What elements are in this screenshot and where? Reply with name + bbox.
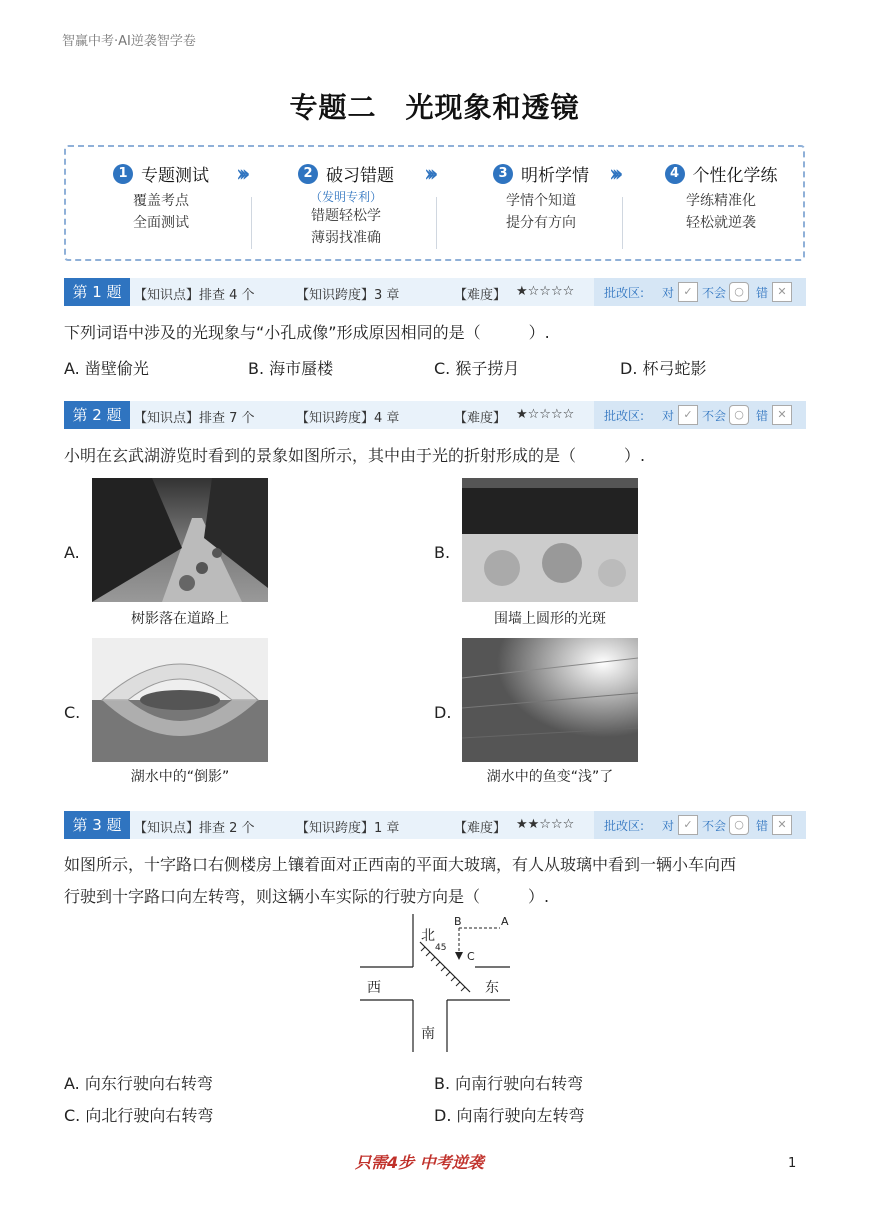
east-label: 东	[485, 980, 499, 996]
option-b[interactable]: B.	[434, 543, 451, 562]
option-c[interactable]: C.	[64, 703, 81, 722]
option-d[interactable]: D. 杯弓蛇影	[620, 359, 707, 378]
difficulty-label: 【难度】	[454, 288, 507, 303]
step-desc: 学情个知道	[506, 193, 576, 209]
grade-unknown-label: 不会	[702, 409, 727, 423]
question-number: 第 3 题	[64, 811, 130, 839]
grade-right-checkbox[interactable]: ✓	[678, 815, 698, 835]
option-b[interactable]: B. 向南行驶向右转弯	[434, 1074, 584, 1093]
question-number: 第 1 题	[64, 278, 130, 306]
page-title: 专题二 光现象和透镜	[289, 91, 580, 124]
option-a[interactable]: A.	[64, 543, 80, 562]
angle-label: 45	[435, 943, 447, 953]
grade-unknown-checkbox[interactable]: ○	[729, 405, 749, 425]
step-title: 专题测试	[141, 166, 209, 186]
step-title: 明析学情	[521, 166, 589, 186]
grading-area	[594, 278, 806, 306]
step-title: 破习错题	[326, 166, 394, 186]
grade-unknown-label: 不会	[702, 286, 727, 300]
knowledge-span: 【知识跨度】3 章	[296, 288, 400, 303]
divider	[436, 197, 437, 249]
divider	[251, 197, 252, 249]
grade-right-label: 对	[662, 409, 675, 423]
step-sub: （发明专利）	[309, 190, 382, 204]
question-bar-2	[64, 401, 806, 429]
step-desc: 错题轻松学	[311, 208, 381, 224]
difficulty-stars: ★☆☆☆☆	[516, 407, 575, 422]
point-b-label: B	[454, 915, 462, 928]
step-desc: 全面测试	[133, 215, 189, 231]
knowledge-count: 【知识点】排查 4 个	[134, 288, 255, 303]
question-3-text-line-2: 行驶到十字路口向左转弯，则这辆小车实际的行驶方向是（ ）.	[64, 887, 550, 906]
chevron-right-icon: ›››	[424, 161, 433, 187]
option-b[interactable]: B. 海市蜃楼	[248, 359, 334, 378]
grade-right-checkbox[interactable]: ✓	[678, 405, 698, 425]
grade-unknown-label: 不会	[702, 819, 727, 833]
grade-right-checkbox[interactable]: ✓	[678, 282, 698, 302]
grade-right-label: 对	[662, 819, 675, 833]
step-number: 1	[113, 164, 133, 184]
step-3	[456, 161, 626, 234]
option-c[interactable]: C. 猴子捞月	[434, 359, 520, 378]
tree-shadow-road-image[interactable]	[92, 478, 268, 602]
south-label: 南	[421, 1026, 435, 1042]
wall-light-spots-image[interactable]	[462, 478, 638, 602]
caption: 湖水中的鱼变“浅”了	[486, 769, 614, 785]
knowledge-count: 【知识点】排查 7 个	[134, 411, 255, 426]
grading-label: 批改区:	[604, 286, 645, 300]
bridge-reflection-image[interactable]	[92, 638, 268, 762]
step-desc: 学练精准化	[686, 193, 756, 209]
question-bar-1	[64, 278, 806, 306]
caption: 树影落在道路上	[131, 611, 229, 627]
difficulty-label: 【难度】	[454, 411, 507, 426]
step-desc: 提分有方向	[506, 215, 576, 231]
divider	[622, 197, 623, 249]
grade-wrong-label: 错	[756, 819, 769, 833]
option-a[interactable]: A. 向东行驶向右转弯	[64, 1074, 213, 1093]
page-number: 1	[788, 1156, 797, 1171]
knowledge-count: 【知识点】排查 2 个	[134, 821, 255, 836]
option-c[interactable]: C. 向北行驶向右转弯	[64, 1106, 214, 1125]
question-bar-3	[64, 811, 806, 839]
grading-area	[594, 811, 806, 839]
grading-label: 批改区:	[604, 409, 645, 423]
question-2-text: 小明在玄武湖游览时看到的景象如图所示，其中由于光的折射形成的是（ ）.	[64, 446, 646, 465]
option-a[interactable]: A. 凿壁偷光	[64, 359, 149, 378]
caption: 围墙上圆形的光斑	[494, 611, 606, 627]
knowledge-span: 【知识跨度】4 章	[296, 411, 400, 426]
grade-unknown-checkbox[interactable]: ○	[729, 815, 749, 835]
grade-right-label: 对	[662, 286, 675, 300]
steps-panel	[64, 145, 805, 261]
grade-wrong-checkbox[interactable]: ✕	[772, 815, 792, 835]
question-number: 第 2 题	[64, 401, 130, 429]
point-c-label: C	[467, 950, 475, 963]
grade-wrong-checkbox[interactable]: ✕	[772, 405, 792, 425]
footer-slogan: 只需4步 中考逆袭	[355, 1153, 484, 1172]
grade-wrong-checkbox[interactable]: ✕	[772, 282, 792, 302]
question-3-text-line-1: 如图所示，十字路口右侧楼房上镶着面对正西南的平面大玻璃，有人从玻璃中看到一辆小车向西	[64, 855, 737, 874]
option-d[interactable]: D. 向南行驶向左转弯	[434, 1106, 585, 1125]
step-number: 3	[493, 164, 513, 184]
knowledge-span: 【知识跨度】1 章	[296, 821, 400, 836]
grade-unknown-checkbox[interactable]: ○	[729, 282, 749, 302]
step-desc: 薄弱找准确	[311, 230, 381, 246]
question-1-text: 下列词语中涉及的光现象与“小孔成像”形成原因相同的是（ ）.	[64, 323, 550, 342]
step-number: 4	[665, 164, 685, 184]
difficulty-stars: ★☆☆☆☆	[516, 284, 575, 299]
grade-wrong-label: 错	[756, 409, 769, 423]
step-2	[261, 161, 431, 249]
step-title: 个性化学练	[692, 166, 778, 186]
lake-fish-image[interactable]	[462, 638, 638, 762]
caption: 湖水中的“倒影”	[130, 769, 230, 785]
option-d[interactable]: D.	[434, 703, 452, 722]
north-label: 北	[421, 928, 435, 944]
step-1	[76, 161, 246, 234]
crossroad-diagram	[355, 912, 515, 1057]
chevron-right-icon: ›››	[609, 161, 618, 187]
header-note: 智赢中考·AI逆袭智学卷	[62, 34, 196, 49]
point-a-label: A	[501, 915, 509, 928]
difficulty-label: 【难度】	[454, 821, 507, 836]
step-desc: 覆盖考点	[133, 193, 189, 209]
step-4	[636, 161, 806, 234]
step-number: 2	[298, 164, 318, 184]
chevron-right-icon: ›››	[236, 161, 245, 187]
grading-label: 批改区:	[604, 819, 645, 833]
grading-area	[594, 401, 806, 429]
step-desc: 轻松就逆袭	[686, 215, 756, 231]
west-label: 西	[367, 980, 381, 996]
difficulty-stars: ★★☆☆☆	[516, 817, 575, 832]
grade-wrong-label: 错	[756, 286, 769, 300]
